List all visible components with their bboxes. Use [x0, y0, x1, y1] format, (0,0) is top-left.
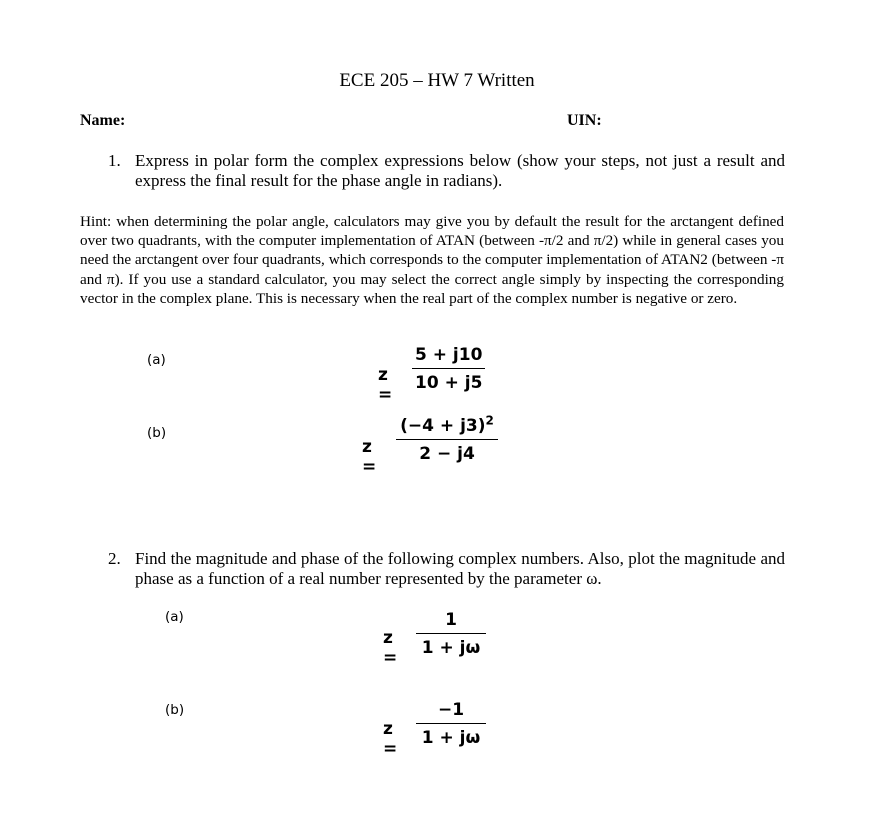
q2-part-b-label: (b): [165, 702, 185, 718]
uin-label: UIN:: [567, 112, 602, 129]
denominator: 1 + jω: [416, 633, 486, 658]
question-1-text: Express in polar form the complex expressions below (show your steps, not just a result and express the final result for the phase angle in radians).: [135, 151, 785, 190]
question-2-text: Find the magnitude and phase of the following complex numbers. Also, plot the magnitude and phase as a function of a real number represented by the parameter ω.: [135, 549, 785, 588]
page-title: ECE 205 – HW 7 Written: [339, 70, 535, 91]
question-2-number: 2.: [108, 549, 121, 568]
hint-paragraph: Hint: when determining the polar angle, calculators may give you by default the result for the arctangent defined over two quadrants, with the computer implementation of ATAN (between -π/2 and π/2) while in general cases you need the arctangent over four quadrants, which corresponds to the computer implementation of ATAN2 (between -π and π). If you use a standard calculator, you may select the correct angle simply by inspecting the corresponding vector in the complex plane. This is necessary when the real part of the complex number is negative or zero.: [80, 213, 784, 307]
equation-lhs: z =: [378, 365, 393, 405]
denominator: 10 + j5: [412, 368, 485, 393]
name-label: Name:: [80, 112, 126, 129]
numerator: −1: [437, 700, 465, 720]
q2-part-a-label: (a): [165, 609, 184, 625]
q1-part-a-label: (a): [147, 352, 166, 368]
equation-lhs: z =: [383, 628, 398, 668]
q1-part-b-label: (b): [147, 425, 167, 441]
denominator: 2 − j4: [396, 439, 498, 464]
numerator: (−4 + j3): [400, 416, 486, 436]
question-1-number: 1.: [108, 151, 121, 170]
numerator: 5 + j10: [415, 345, 483, 365]
equation-lhs: z =: [362, 437, 377, 477]
denominator: 1 + jω: [416, 723, 486, 748]
equation-lhs: z =: [383, 719, 398, 759]
numerator: 1: [445, 610, 457, 630]
numerator-exponent: 2: [485, 413, 494, 428]
